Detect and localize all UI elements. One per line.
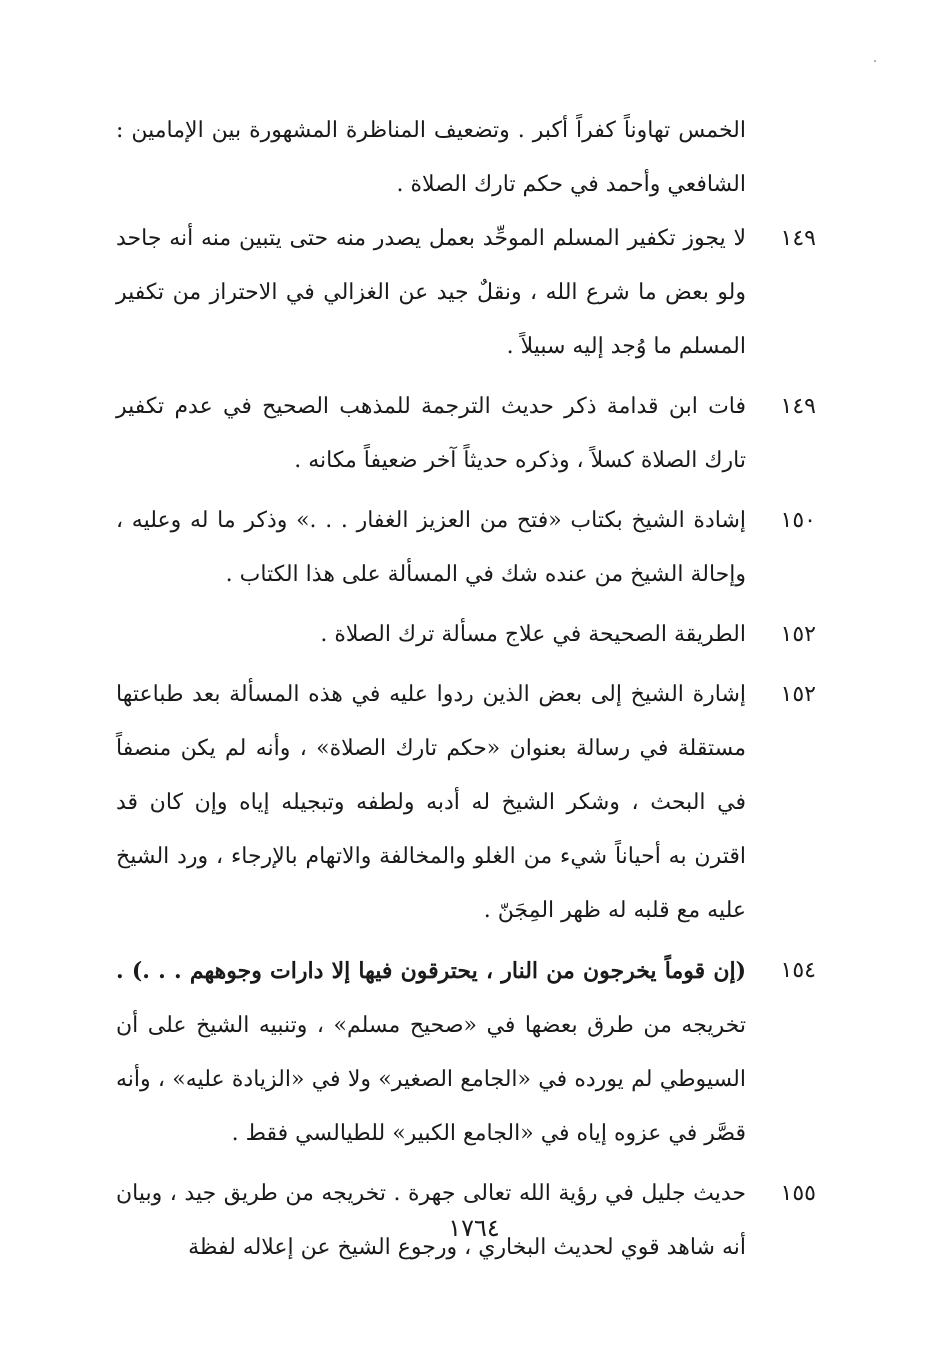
entry-description: حديث جليل في رؤية الله تعالى جهرة . تخريجه من طريق جيد ، وبيان أنه شاهد قوي لحديث البخاري ، ورجوع الشيخ عن إعلاله لفظة xyxy=(116,1181,746,1260)
index-entry xyxy=(116,608,816,662)
continued-paragraph xyxy=(116,104,746,212)
index-entry xyxy=(116,668,816,938)
entry-page-number: ١٥٥ xyxy=(780,1181,816,1206)
entry-page-number: ١٥٠ xyxy=(780,508,816,533)
index-entry xyxy=(116,380,816,488)
entry-page-number: ١٤٩ xyxy=(780,394,816,419)
hadith-quote: (إن قوماً يخرجون من النار ، يحترقون فيها إلا دارات وجوههم . . .) . xyxy=(116,958,746,984)
scan-speck xyxy=(874,60,876,62)
entry-description: إشارة الشيخ إلى بعض الذين ردوا عليه في هذه المسألة بعد طباعتها مستقلة في رسالة بعنوان «حكم تارك الصلاة» ، وأنه لم يكن منصفاً في البحث ، وشكر الشيخ له أدبه ولطفه وتبجيله إياه وإن كان قد اقترن به أحياناً شيء من الغلو والمخالفة والاتهام بالإرجاء ، ورد الشيخ عليه مع قلبه له ظهر المِجَنّ . xyxy=(116,682,746,923)
entry-description: فات ابن قدامة ذكر حديث الترجمة للمذهب الصحيح في عدم تكفير تارك الصلاة كسلاً ، وذكره حديثاً آخر ضعيفاً مكانه . xyxy=(116,394,746,473)
page-number: ١٧٦٤ xyxy=(448,1214,500,1242)
index-entries xyxy=(116,212,816,1281)
entry-page-number: ١٥٤ xyxy=(780,958,816,983)
index-entry xyxy=(116,494,816,602)
entry-description: إشادة الشيخ بكتاب «فتح من العزيز الغفار . . .» وذكر ما له وعليه ، وإحالة الشيخ من عنده شك في المسألة على هذا الكتاب . xyxy=(116,508,746,587)
entry-page-number: ١٥٢ xyxy=(780,622,816,647)
entry-description: لا يجوز تكفير المسلم الموحِّد بعمل يصدر منه حتى يتبين منه أنه جاحد ولو بعض ما شرع الله ، ونقلٌ جيد عن الغزالي في الاحتراز من تكفير المسلم ما وُجد إليه سبيلاً . xyxy=(116,226,746,359)
hadith-commentary: تخريجه من طرق بعضها في «صحيح مسلم» ، وتنبيه الشيخ على أن السيوطي لم يورده في «الجامع الصغير» ولا في «الزيادة عليه» ، وأنه قصَّر في عزوه إياه في «الجامع الكبير» للطيالسي فقط . xyxy=(116,1013,746,1146)
index-entry xyxy=(116,212,816,374)
entry-description: الطريقة الصحيحة في علاج مسألة ترك الصلاة . xyxy=(320,622,746,647)
index-entry xyxy=(116,944,816,1161)
entry-page-number: ١٥٢ xyxy=(780,682,816,707)
entry-description xyxy=(116,944,746,1161)
continued-paragraph-text: الخمس تهاوناً كفراً أكبر . وتضعيف المناظرة المشهورة بين الإمامين : الشافعي وأحمد في حكم تارك الصلاة . xyxy=(116,118,746,197)
entry-page-number: ١٤٩ xyxy=(780,226,816,251)
